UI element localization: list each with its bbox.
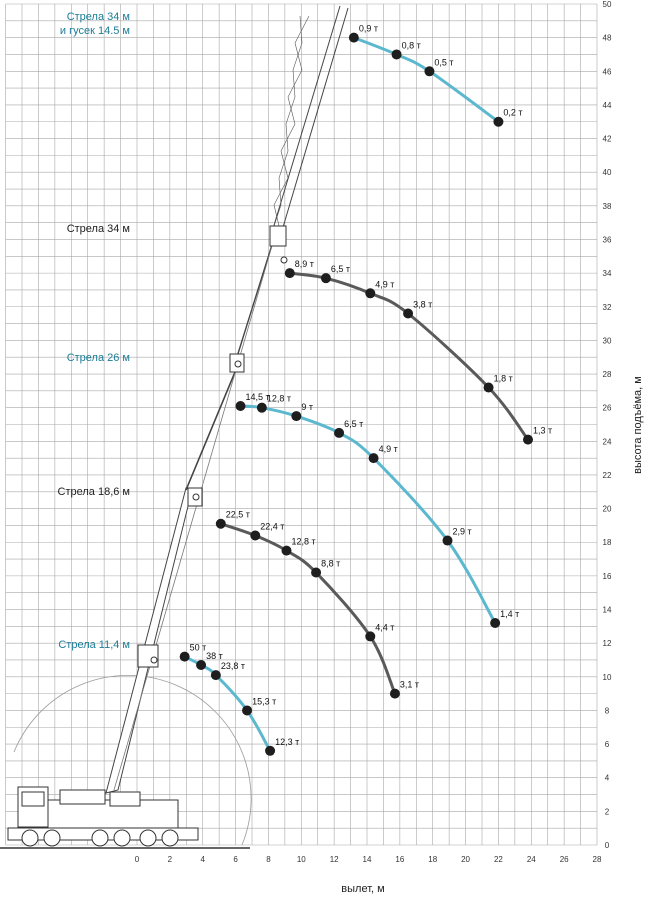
- x-tick-label: 4: [200, 855, 205, 864]
- data-label: 0,8 т: [401, 40, 421, 51]
- data-point: [285, 268, 295, 278]
- y-axis-title: высота подъёма, м: [632, 376, 644, 474]
- data-point: [250, 531, 260, 541]
- series-name-label: Стрела 26 м: [66, 352, 130, 364]
- data-point: [365, 288, 375, 298]
- y-tick-label: 6: [604, 740, 610, 750]
- y-tick-label: 2: [604, 807, 610, 817]
- x-tick-label: 14: [362, 855, 372, 864]
- load-curves: [185, 38, 528, 751]
- data-label: 8,8 т: [321, 558, 341, 569]
- y-tick-label: 50: [602, 0, 612, 9]
- y-tick-label: 18: [602, 538, 612, 548]
- boom-middle-section: [186, 360, 240, 490]
- y-tick-label: 36: [602, 235, 612, 245]
- data-label: 50 т: [189, 642, 207, 653]
- data-point: [257, 403, 267, 413]
- data-point: [493, 117, 503, 127]
- grid: [6, 4, 597, 845]
- data-label: 23,8 т: [220, 661, 245, 672]
- data-label: 4,4 т: [375, 622, 395, 633]
- data-point: [311, 568, 321, 578]
- data-point: [484, 382, 494, 392]
- data-point: [196, 660, 206, 670]
- x-tick-label: 18: [428, 855, 438, 864]
- y-tick-label: 4: [604, 773, 610, 783]
- x-tick-label: 24: [526, 855, 536, 864]
- data-label: 6,5 т: [344, 418, 364, 429]
- data-label: 3,8 т: [413, 299, 433, 310]
- data-label: 4,9 т: [378, 444, 398, 455]
- x-tick-label: 2: [167, 855, 173, 864]
- data-label: 0,9 т: [358, 23, 378, 34]
- data-point: [403, 308, 413, 318]
- x-tick-label: 22: [493, 855, 503, 864]
- x-axis-title: вылет, м: [341, 883, 385, 895]
- data-label: 12,8 т: [266, 393, 291, 404]
- data-label: 22,4 т: [260, 521, 285, 532]
- series-name-label: Стрела 18,6 м: [57, 486, 130, 498]
- data-point: [321, 273, 331, 283]
- boom-labels: [58, 11, 130, 651]
- load-points: [180, 33, 533, 756]
- x-tick-label: 10: [296, 855, 306, 864]
- data-point: [523, 435, 533, 445]
- data-point: [334, 428, 344, 438]
- x-tick-label: 20: [461, 855, 471, 864]
- y-tick-label: 0: [604, 841, 610, 850]
- series-line: [354, 38, 499, 122]
- data-label: 6,5 т: [330, 264, 351, 275]
- data-point: [282, 546, 292, 556]
- y-tick-label: 22: [602, 470, 612, 480]
- y-tick-label: 14: [602, 605, 612, 615]
- series-line: [221, 521, 395, 694]
- y-tick-label: 46: [602, 67, 612, 77]
- x-tick-label: 12: [329, 855, 339, 864]
- data-label: 14,5 т: [245, 391, 270, 402]
- crane-truck: [0, 787, 250, 848]
- x-tick-label: 6: [233, 855, 238, 864]
- jib-lattice: [272, 6, 348, 234]
- data-label: 3,1 т: [399, 679, 420, 690]
- data-label: 1,3 т: [533, 425, 553, 436]
- boom-upper-section: [236, 232, 276, 360]
- data-point: [365, 631, 375, 641]
- data-point: [211, 670, 221, 680]
- y-tick-label: 8: [604, 706, 610, 716]
- x-tick-label: 16: [395, 855, 405, 864]
- data-label: 2,9 т: [452, 526, 472, 537]
- y-tick-label: 32: [602, 302, 612, 312]
- data-point: [180, 652, 190, 662]
- crane-illustration: [0, 6, 351, 848]
- data-point: [349, 33, 359, 43]
- y-tick-label: 38: [602, 201, 612, 211]
- y-tick-label: 16: [602, 571, 612, 581]
- x-tick-label: 28: [592, 855, 602, 864]
- series-name-label: Стрела 34 м: [66, 11, 130, 23]
- data-point: [490, 618, 500, 628]
- data-point: [369, 453, 379, 463]
- data-label: 1,8 т: [493, 373, 513, 384]
- data-label: 4,9 т: [375, 279, 395, 290]
- y-tick-label: 48: [602, 33, 612, 43]
- y-tick-label: 20: [602, 504, 612, 514]
- data-label: 1,4 т: [500, 608, 520, 619]
- data-point: [424, 66, 434, 76]
- y-tick-label: 28: [602, 370, 612, 380]
- data-label: 22,5 т: [225, 509, 250, 520]
- data-label: 9 т: [301, 402, 313, 413]
- y-tick-label: 34: [602, 269, 612, 279]
- data-point: [216, 519, 226, 529]
- series-line: [241, 406, 496, 623]
- y-tick-label: 24: [602, 437, 612, 447]
- data-point: [242, 705, 252, 715]
- data-point: [236, 401, 246, 411]
- data-label: 15,3 т: [252, 696, 277, 707]
- series-name-label: и гусек 14.5 м: [59, 25, 130, 37]
- x-tick-label: 8: [266, 855, 271, 864]
- data-label: 8,9 т: [294, 259, 314, 270]
- y-tick-label: 40: [602, 168, 612, 178]
- series-line: [290, 273, 528, 440]
- data-label: 0,5 т: [434, 57, 454, 68]
- data-label: 12,8 т: [291, 536, 316, 547]
- series-name-label: Стрела 34 м: [66, 223, 130, 235]
- y-tick-label: 42: [602, 134, 612, 144]
- data-label: 38 т: [206, 651, 223, 662]
- data-point: [392, 49, 402, 59]
- y-tick-label: 10: [602, 672, 612, 682]
- data-point: [443, 536, 453, 546]
- data-point: [291, 411, 301, 421]
- data-point: [265, 746, 275, 756]
- data-label: 12,3 т: [275, 736, 300, 747]
- data-label: 0,2 т: [503, 107, 523, 118]
- y-tick-label: 44: [602, 100, 612, 110]
- y-tick-label: 30: [602, 336, 612, 346]
- y-tick-label: 12: [602, 639, 612, 649]
- x-tick-label: 26: [559, 855, 569, 864]
- data-point: [390, 689, 400, 699]
- y-tick-label: 26: [602, 403, 612, 413]
- series-name-label: Стрела 11,4 м: [58, 639, 130, 651]
- x-tick-label: 0: [134, 855, 140, 864]
